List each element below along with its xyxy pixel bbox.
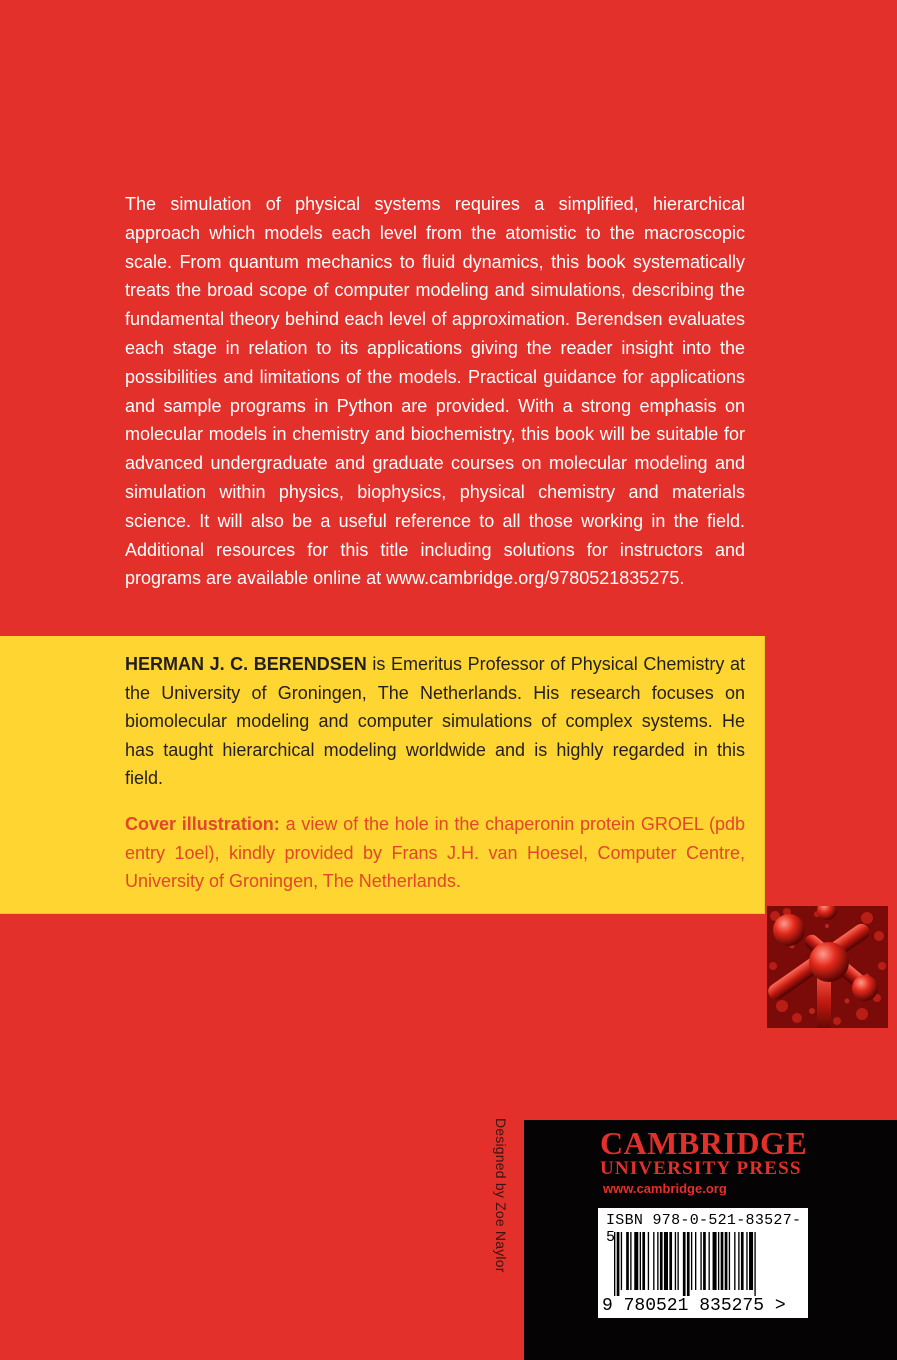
barcode-digits: 9 780521 835275 >: [602, 1296, 786, 1316]
molecule-illustration: [767, 906, 888, 1028]
cover-illustration-label: Cover illustration:: [125, 814, 280, 834]
isbn-label: ISBN 978-0-521-83527-5: [606, 1212, 802, 1246]
author-bio-text: is Emeritus Professor of Physical Chemistry at the University of Groningen, The Netherlands. His research focuses on biomolecular modeling and computer simulations of complex systems. He has taught hierarchical modeling worldwide and is highly regarded in this field.: [125, 654, 746, 789]
cover-illustration-text: a view of the hole in the chaperonin protein GROEL (pdb entry 1oel), kindly provided by Frans J.H. van Hoesel, Computer Centre, University of Groningen, The Netherlands.: [125, 814, 746, 892]
isbn-barcode: [598, 1208, 808, 1318]
designer-credit: Designed by Zoe Naylor: [493, 1118, 509, 1273]
author-name: HERMAN J. C. BERENDSEN: [125, 654, 367, 674]
author-bio: [125, 650, 745, 793]
publisher-name: CAMBRIDGE: [600, 1125, 808, 1161]
book-description: The simulation of physical systems requires a simplified, hierarchical approach which models each level from the atomistic to the macroscopic scale. From quantum mechanics to fluid dynamics, this book systematically treats the broad scope of computer modeling and simulations, describing the fundamental theory behind each level of approximation. Berendsen evaluates each stage in relation to its applications giving the reader insight into the possibilities and limitations of the models. Practical guidance for applications and sample programs in Python are provided. With a strong emphasis on molecular models in chemistry and biochemistry, this book will be suitable for advanced undergraduate and graduate courses on molecular modeling and simulation within physics, biophysics, physical chemistry and materials science. It will also be a useful reference to all those working in the field. Additional resources for this title including solutions for instructors and programs are available online at www.cambridge.org/9780521835275.: [125, 194, 745, 589]
publisher-website: www.cambridge.org: [603, 1181, 727, 1196]
publisher-press: UNIVERSITY PRESS: [600, 1158, 802, 1179]
cover-illustration-credit: [125, 810, 745, 896]
